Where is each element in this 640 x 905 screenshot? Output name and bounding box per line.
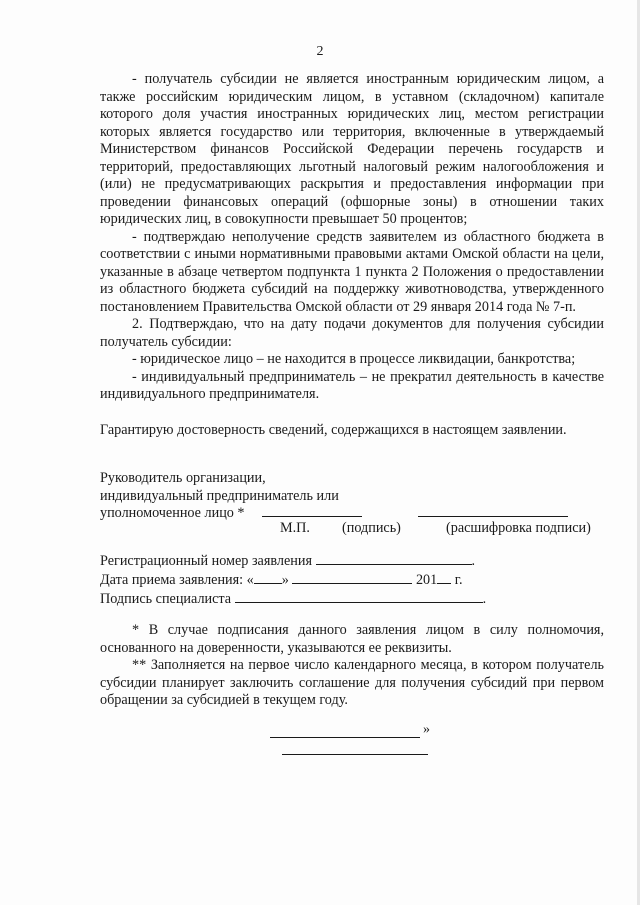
reception-year-suffix: г. — [454, 572, 463, 588]
signature-caption: (подпись) — [342, 520, 401, 536]
reception-day-field[interactable] — [254, 571, 282, 584]
specialist-signature-row — [100, 590, 604, 609]
reception-date-row — [100, 571, 604, 590]
paragraph-confirmation: 2. Подтверждаю, что на дату подачи документов для получения субсидии получатель субсидии: — [100, 316, 604, 350]
guarantee-statement: Гарантирую достоверность сведений, содержащихся в настоящем заявлении. — [100, 421, 567, 438]
bottom-line-upper[interactable] — [270, 724, 420, 738]
bottom-line-lower[interactable] — [282, 754, 428, 755]
signature-row — [100, 516, 604, 534]
reception-date-label: Дата приема заявления: « — [100, 572, 254, 588]
paragraph-no-budget-funds: - подтверждаю неполучение средств заявителем из областного бюджета в соответствии с иными нормативными правовыми актами Омской области на цели, указанные в абзаце четвертом подпункта 1 пункта 2 Положения о предоставлении из областного бюджета субсидий на поддержку животноводства, утвержденного постановлением Правительства Омской области от 29 января 2014 года № 7-п. — [100, 228, 604, 315]
registration-number-label: Регистрационный номер заявления — [100, 553, 312, 569]
reception-year-prefix: 201 — [415, 572, 438, 588]
paragraph-entrepreneur: - индивидуальный предприниматель – не прекратил деятельность в качестве индивидуального предпринимателя. — [100, 368, 604, 402]
specialist-signature-label: Подпись специалиста — [100, 591, 232, 607]
registration-number-row — [100, 552, 604, 571]
signatory-line-1: Руководитель организации, — [100, 470, 266, 486]
signatory-line-2: индивидуальный предприниматель или — [100, 487, 339, 504]
paragraph-foreign-entity: - получатель субсидии не является иностранным юридическим лицом, а также российским юридическим лицом, в уставном (складочном) капитале которого доля участия иностранных юридических лиц, местом регистрации которых является государство или территория, включенные в утверждаемый Министерством финансов Российской Федерации перечень государств и территорий, предоставляющих льготный налоговый режим налогообложения и (или) не предусматривающих раскрытия и предоставления информации при проведении финансовых операций (офшорные зоны) в отношении таких юридических лиц, в совокупности превышает 50 процентов; — [100, 71, 604, 227]
registration-block — [100, 552, 604, 609]
decoding-line[interactable] — [418, 512, 568, 517]
reception-month-field[interactable] — [292, 571, 412, 584]
document-body — [100, 71, 604, 439]
stamp-label: М.П. — [280, 520, 310, 536]
registration-number-field[interactable] — [316, 552, 472, 565]
specialist-signature-end: . — [482, 591, 487, 607]
page-number: 2 — [316, 44, 324, 59]
decoding-caption: (расшифровка подписи) — [446, 520, 591, 536]
bottom-quote-mark: » — [423, 722, 430, 737]
signatory-line-3: уполномоченное лицо * — [100, 505, 245, 521]
specialist-signature-field[interactable] — [235, 590, 483, 603]
registration-number-end: . — [471, 553, 476, 569]
footnote-power-of-attorney: * В случае подписания данного заявления лицом в силу полномочия, основанного на доверенности, указываются ее реквизиты. — [100, 622, 604, 656]
signature-line[interactable] — [262, 512, 362, 517]
reception-year-field[interactable] — [437, 571, 451, 584]
footnote-first-day: ** Заполняется на первое число календарного месяца, в котором получатель субсидии планирует заключить соглашение для получения субсидий при первом обращении за субсидией в текущем году. — [100, 657, 604, 708]
footnotes — [100, 622, 604, 710]
paragraph-legal-entity: - юридическое лицо – не находится в процессе ликвидации, банкротства; — [132, 351, 576, 367]
reception-date-quote-close: » — [281, 572, 289, 588]
